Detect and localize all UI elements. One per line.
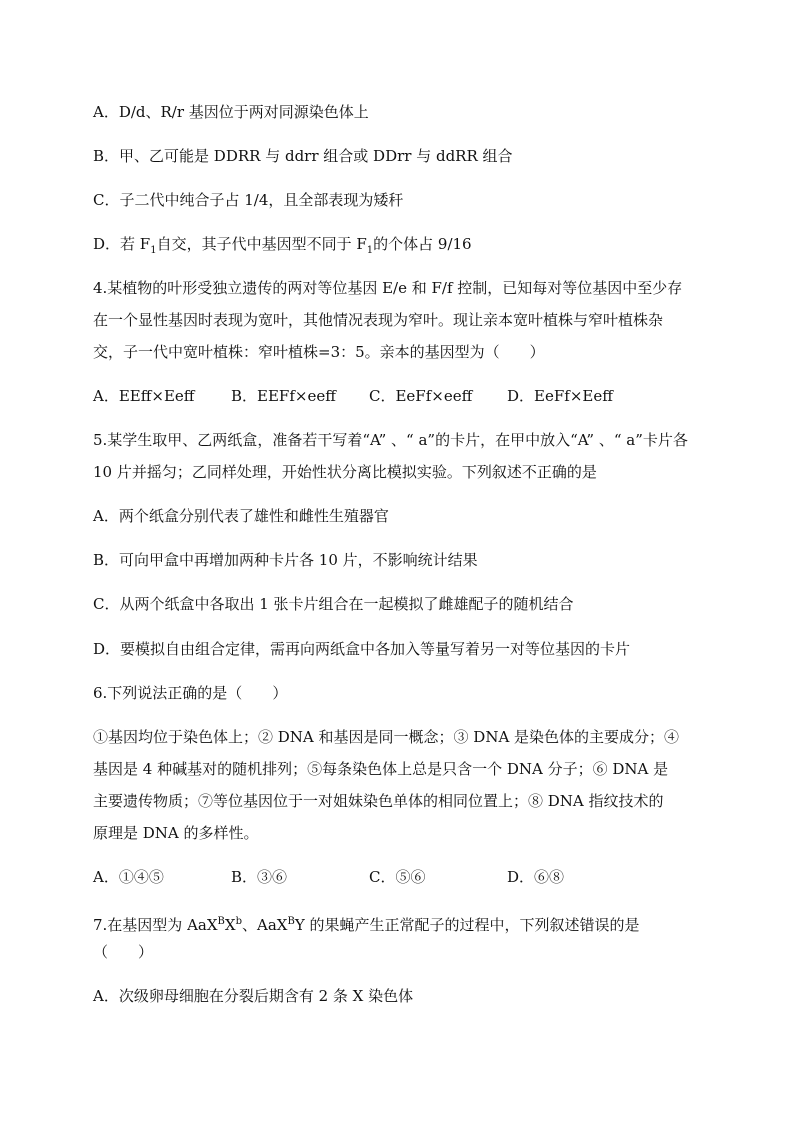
q7-sup-3: B [287,916,295,927]
q4-option-a: A．EEff×Eeff [93,387,195,405]
q4-option-c: C．EeFf×eeff [369,387,473,405]
q6-options [93,866,564,888]
q7-sup-1: B [217,916,225,927]
q7-stem-pre: 7.在基因型为 AaX [93,916,218,934]
q4-option-b: B．EEFf×eeff [231,387,336,405]
q5-stem-line2: 10 片并摇匀；乙同样处理，开始性状分离比模拟实验。下列叙述不正确的是 [93,463,597,481]
q7-sup-2: b [235,916,242,927]
q4-stem-line1: 4.某植物的叶形受独立遗传的两对等位基因 E/e 和 F/f 控制，已知每对等位基因中至少存 [93,279,683,297]
q6-stem-line1: ①基因均位于染色体上；② DNA 和基因是同一概念；③ DNA 是染色体的主要成分；④ [93,728,680,746]
q4-option-d: D．EeFf×Eeff [507,387,613,405]
q3-option-a: A．D/d、R/r 基因位于两对同源染色体上 [93,103,369,121]
q4-stem-line2: 在一个显性基因时表现为宽叶，其他情况表现为窄叶。现让亲本宽叶植株与窄叶植株杂 [93,311,664,329]
q7-stem-mid2: 、AaX [242,916,288,934]
q5-option-d: D．要模拟自由组合定律，需再向两纸盒中各加入等量写着另一对等位基因的卡片 [93,640,631,658]
q3-option-d [93,233,733,262]
q3-option-d-post: 的个体占 9/16 [373,235,472,253]
q5-option-a: A．两个纸盒分别代表了雄性和雌性生殖器官 [93,507,389,525]
q7-stem-post: Y 的果蝇产生正常配子的过程中，下列叙述错误的是 [294,916,640,934]
q4-stem-line3: 交，子一代中宽叶植株：窄叶植株=3：5。亲本的基因型为（ ） [93,343,545,361]
q6-stem-line4: 原理是 DNA 的多样性。 [93,824,259,842]
q3-option-b: B．甲、乙可能是 DDRR 与 ddrr 组合或 DDrr 与 ddRR 组合 [93,147,513,165]
q6-stem-line3: 主要遗传物质；⑦等位基因位于一对姐妹染色单体的相同位置上；⑧ DNA 指纹技术的 [93,792,664,810]
q5-stem-line1: 5.某学生取甲、乙两纸盒，准备若干写着“A” 、“ a”的卡片，在甲中放入“A” 、“ a”卡片各 [93,431,688,449]
q7-stem-line2: （ ） [93,943,154,961]
q3-option-d-pre: D．若 F [93,235,151,253]
q6-option-c: C．⑤⑥ [369,868,426,886]
q6-stem-line2: 基因是 4 种碱基对的随机排列；⑤每条染色体上总是只含一个 DNA 分子；⑥ DNA 是 [93,760,669,778]
q3-option-d-mid: 自交，其子代中基因型不同于 F [156,235,367,253]
q3-option-d-sub1: 1 [150,245,157,256]
q6-stem: 6.下列说法正确的是（ ） [93,684,288,702]
q5-option-c: C．从两个纸盒中各取出 1 张卡片组合在一起模拟了雌雄配子的随机结合 [93,595,574,613]
q6-option-d: D．⑥⑧ [507,868,565,886]
q6-option-a: A．①④⑤ [93,868,164,886]
q4-options [93,385,613,407]
q3-option-c: C．子二代中纯合子占 1/4，且全部表现为矮秆 [93,191,404,209]
q3-option-d-sub2: 1 [366,245,374,256]
q7-stem-mid1: X [224,916,236,934]
q5-option-b: B．可向甲盒中再增加两种卡片各 10 片，不影响统计结果 [93,551,478,569]
q6-option-b: B．③⑥ [231,868,288,886]
q7-option-a: A．次级卵母细胞在分裂后期含有 2 条 X 染色体 [93,987,414,1005]
q7-stem-line1 [93,911,733,936]
